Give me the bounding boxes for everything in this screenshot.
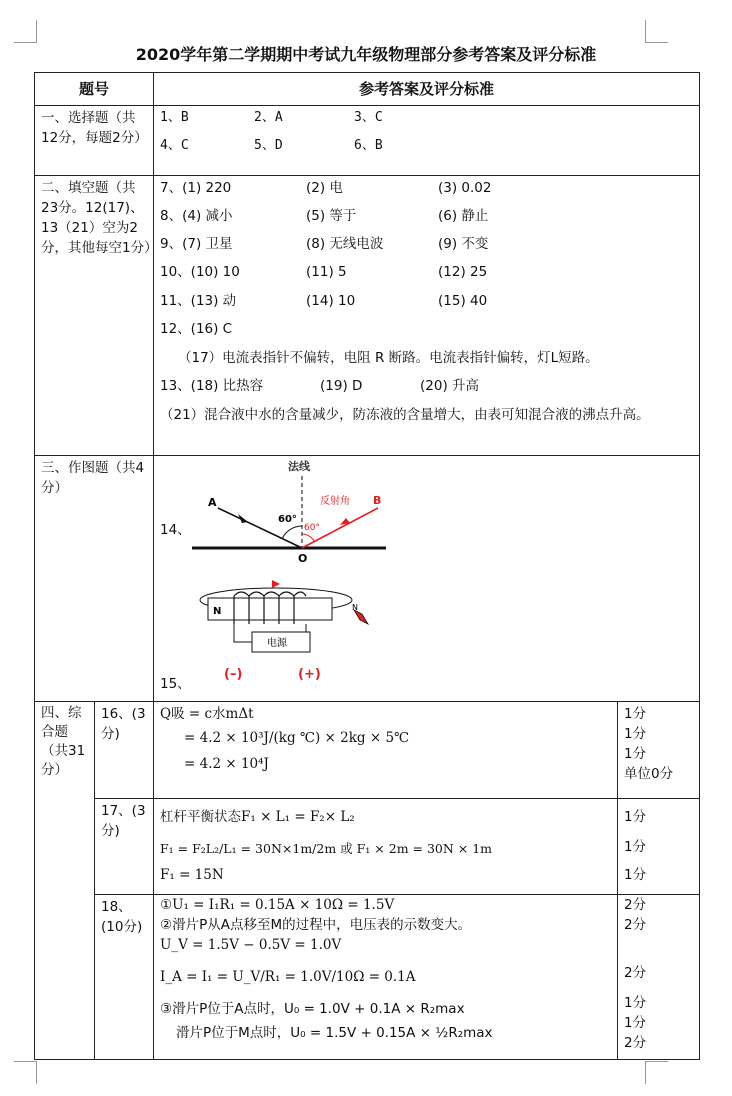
sec3-answer-cell <box>153 455 700 702</box>
crop-mark-bottom-left <box>14 1061 37 1084</box>
solenoid-diagram <box>194 580 394 690</box>
points-item: 1分 <box>624 839 647 855</box>
q18-num: 18、(10分) <box>101 899 143 935</box>
points-item: 1分 <box>624 995 647 1011</box>
sec4-label-cell <box>34 701 95 1060</box>
q17-points-cell <box>617 798 700 895</box>
q15-label: 15、 <box>160 676 191 692</box>
formula-line: F₁ = F₂L₂/L₁ = 30N×1m/2m 或 F₁ × 2m = 30N × 1m <box>160 841 493 856</box>
incident-angle-label: 60° <box>278 514 297 525</box>
formula-line: ③滑片P位于A点时，U₀ = 1.0V + 0.1A × R₂max <box>160 1001 465 1017</box>
power-source-label: 电源 <box>267 638 287 649</box>
points-item: 1分 <box>624 809 647 825</box>
field-direction-arrow <box>272 580 280 588</box>
q16-answer-cell <box>153 701 618 799</box>
points-item: 1分 <box>624 867 647 883</box>
answer-item: (12) 25 <box>438 264 488 280</box>
answer-item: (9) 不变 <box>438 236 489 252</box>
answer-item: (11) 5 <box>306 264 347 280</box>
point-b-label: B <box>373 494 382 507</box>
answer-item: 3、C <box>354 110 383 125</box>
compass-north-label: N <box>352 603 358 612</box>
answer-item: 13、(18) 比热容 <box>160 378 264 394</box>
points-item: 1分 <box>624 1015 647 1031</box>
answer-item: 11、(13) 动 <box>160 293 237 309</box>
answer-item: 4、C <box>160 138 189 153</box>
formula-line: U_V = 1.5V − 0.5V = 1.0V <box>160 937 342 953</box>
points-item: 2分 <box>624 965 647 981</box>
formula-line: 滑片P位于M点时，U₀ = 1.5V + 0.15A × ½R₂max <box>176 1025 493 1041</box>
q16-num: 16、(3分) <box>101 706 146 742</box>
q18-answer-cell <box>153 894 618 1060</box>
answer-item: (2) 电 <box>306 180 343 196</box>
points-item: 1分 <box>624 706 647 722</box>
q17-num-cell <box>94 798 154 895</box>
plus-terminal-label: (+) <box>298 667 321 682</box>
minus-terminal-label: (–) <box>224 667 243 682</box>
north-pole-label: N <box>213 606 222 617</box>
sec3-label: 三、作图题（共4分） <box>41 460 145 496</box>
answer-item: 5、D <box>254 138 283 153</box>
points-item: 单位0分 <box>624 766 674 782</box>
sec3-label-cell <box>34 455 154 702</box>
answer-item: （21）混合液中水的含量减少，防冻液的含量增大，由表可知混合液的沸点升高。 <box>160 407 650 423</box>
answer-item: (19) D <box>320 378 363 394</box>
points-item: 1分 <box>624 726 647 742</box>
crop-mark-top-left <box>14 20 37 43</box>
sec1-answer-cell <box>153 105 700 176</box>
header-col1-cell <box>34 72 154 106</box>
q14-label: 14、 <box>160 522 191 538</box>
answer-item: 9、(7) 卫星 <box>160 236 233 252</box>
sec2-label: 二、填空题（共23分。12(17)、13（21）空为2分，其他每空1分） <box>41 180 158 256</box>
answer-item: 8、(4) 减小 <box>160 208 233 224</box>
formula-line: = 4.2 × 10³J/(kg ℃) × 2kg × 5℃ <box>184 730 410 746</box>
sec4-label: 四、综合题（共31分） <box>41 705 86 778</box>
answer-item: (15) 40 <box>438 293 488 309</box>
answer-item: 10、(10) 10 <box>160 264 240 280</box>
reflection-angle-value: 60° <box>304 523 320 533</box>
q17-answer-cell <box>153 798 618 895</box>
formula-line: = 4.2 × 10⁴J <box>184 756 269 772</box>
normal-label: 法线 <box>288 460 310 473</box>
coil-loops <box>234 592 306 596</box>
points-item: 1分 <box>624 746 647 762</box>
compass-needle-icon <box>354 610 368 624</box>
points-item: 2分 <box>624 1035 647 1051</box>
answer-item: (5) 等于 <box>306 208 357 224</box>
formula-line: Q吸 = c水mΔt <box>160 706 254 722</box>
answer-item: (20) 升高 <box>420 378 480 394</box>
q17-num: 17、(3分) <box>101 803 146 839</box>
answer-item: (6) 静止 <box>438 208 489 224</box>
answer-item: 6、B <box>354 138 383 153</box>
formula-line: F₁ = 15N <box>160 867 224 883</box>
answer-item: 2、A <box>254 110 283 125</box>
points-item: 2分 <box>624 897 647 913</box>
crop-mark-top-right <box>645 20 668 43</box>
answer-item: (3) 0.02 <box>438 180 492 196</box>
q16-points-cell <box>617 701 700 799</box>
sec2-label-cell <box>34 175 158 456</box>
points-item: 2分 <box>624 917 647 933</box>
sec1-label: 一、选择题（共12分，每题2分） <box>41 110 148 146</box>
incident-angle-arc <box>282 526 302 539</box>
answer-item: 7、(1) 220 <box>160 180 232 196</box>
crop-mark-bottom-right <box>645 1061 668 1084</box>
point-a-label: A <box>208 496 217 509</box>
point-o-label: O <box>298 552 308 565</box>
sec1-label-cell <box>34 105 154 176</box>
answer-item: 12、(16) C <box>160 321 233 337</box>
reflection-diagram <box>190 460 390 570</box>
formula-line: I_A = I₁ = U_V/R₁ = 1.0V/10Ω = 0.1A <box>160 969 416 985</box>
q16-num-cell <box>94 701 154 799</box>
sec2-answer-cell <box>153 175 700 456</box>
page-title: 2020学年第二学期期中考试九年级物理部分参考答案及评分标准 <box>135 45 597 64</box>
q18-points-cell <box>617 894 700 1060</box>
formula-line: ①U₁ = I₁R₁ = 0.15A × 10Ω = 1.5V <box>160 897 395 913</box>
answer-item: （17）电流表指针不偏转，电阻 R 断路。电流表指针偏转，灯L短路。 <box>178 350 599 366</box>
header-col1: 题号 <box>78 80 109 98</box>
answer-item: (14) 10 <box>306 293 356 309</box>
solenoid-core <box>208 598 332 620</box>
answer-item: 1、B <box>160 110 189 125</box>
answer-item: (8) 无线电波 <box>306 236 384 252</box>
formula-line: 杠杆平衡状态F₁ × L₁ = F₂× L₂ <box>160 809 355 825</box>
q18-num-cell <box>94 894 154 1060</box>
header-col2: 参考答案及评分标准 <box>358 80 494 98</box>
reflected-angle-arc <box>302 534 314 541</box>
header-col2-cell <box>153 72 700 106</box>
reflection-angle-label: 反射角 <box>320 496 350 507</box>
formula-line: ②滑片P从A点移至M的过程中，电压表的示数变大。 <box>160 917 472 933</box>
